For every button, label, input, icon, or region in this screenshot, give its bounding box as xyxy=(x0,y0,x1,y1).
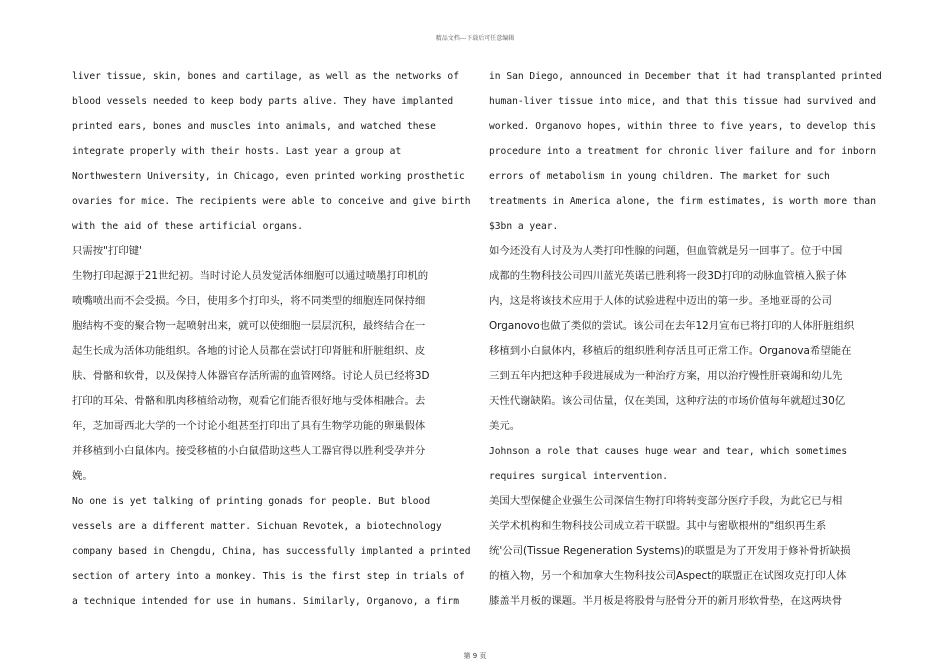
text-line: Organovo也做了类似的尝试。该公司在去年12月宣布已将打印的人体肝脏组织 xyxy=(489,320,855,332)
text-line: No one is yet talking of printing gonads for people. But blood xyxy=(72,496,431,507)
text-line: 只需按"打印键' xyxy=(72,245,142,257)
text-line: 肤、骨骼和软骨，以及保持人体器官存活所需的血管网络。讨论人员已经将3D xyxy=(72,370,430,382)
text-line: treatments in America alone, the firm estimates, is worth more than xyxy=(489,196,876,207)
text-line: 喷嘴喷出而不会受损。今日，使用多个打印头，将不同类型的细胞连同保持细 xyxy=(72,295,426,307)
text-line: 三到五年内把这种手段进展成为一种治疗方案，用以治疗慢性肝衰竭和幼儿先 xyxy=(489,370,843,382)
text-line: worked. Organovo hopes, within three to five years, to develop this xyxy=(489,121,876,132)
text-line: Northwestern University, in Chicago, even printed working prosthetic xyxy=(72,171,465,182)
text-line: integrate properly with their hosts. Last year a group at xyxy=(72,146,402,157)
text-line: vessels are a different matter. Sichuan Revotek, a biotechnology xyxy=(72,521,442,532)
text-line: 并移植到小白鼠体内。接受移植的小白鼠借助这些人工器官得以胜利受孕并分 xyxy=(72,445,426,457)
text-line: procedure into a treatment for chronic liver failure and for inborn xyxy=(489,146,876,157)
text-line: 的植入物，另一个和加拿大生物科技公司Aspect的联盟正在试图攻克打印人体 xyxy=(489,570,847,582)
text-line: 如今还没有人讨及为人类打印性腺的问题，但血管就是另一回事了。位于中国 xyxy=(489,245,843,257)
left-column xyxy=(72,64,471,614)
text-line: blood vessels needed to keep body parts alive. They have implanted xyxy=(72,96,454,107)
text-line: printed ears, bones and muscles into animals, and watched these xyxy=(72,121,436,132)
text-line: ovaries for mice. The recipients were able to conceive and give birth xyxy=(72,196,471,207)
text-line: 移植到小白鼠体内，移植后的组织胜利存活且可正常工作。Organova希望能在 xyxy=(489,345,852,357)
text-line: Johnson a role that causes huge wear and tear, which sometimes xyxy=(489,446,848,457)
page-header: 精品文档---下载后可任意编辑 xyxy=(435,35,515,42)
text-line: human-liver tissue into mice, and that this tissue had survived and xyxy=(489,96,876,107)
text-line: 内，这是将该技术应用于人体的试验进程中迈出的第一步。圣地亚哥的公司 xyxy=(489,295,832,307)
text-line: 膝盖半月板的课题。半月板是将股骨与胫骨分开的新月形软骨垫，在这两块骨 xyxy=(489,595,843,607)
text-line: liver tissue, skin, bones and cartilage, as well as the networks of xyxy=(72,71,459,82)
text-line: 胞结构不变的聚合物一起喷射出来，就可以使细胞一层层沉积，最终结合在一 xyxy=(72,320,426,332)
text-line: 美元。 xyxy=(489,420,521,432)
text-line: 统'公司(Tissue Regeneration Systems)的联盟是为了开发用于修补骨折缺损 xyxy=(489,545,851,557)
text-line: 打印的耳朵、骨骼和肌肉移植给动物，观看它们能否很好地与受体相融合。去 xyxy=(72,395,426,407)
text-line: section of artery into a monkey. This is the first step in trials of xyxy=(72,571,465,582)
text-line: 起生长成为活体功能组织。各地的讨论人员都在尝试打印肾脏和肝脏组织、皮 xyxy=(72,345,426,357)
text-line: 娩。 xyxy=(72,470,93,482)
text-line: 天性代谢缺陷。该公司估量，仅在美国，这种疗法的市场价值每年就超过30亿 xyxy=(489,395,846,407)
text-line: 美国大型保健企业强生公司深信生物打印将转变部分医疗手段，为此它已与相 xyxy=(489,495,843,507)
text-line: 关学术机构和生物科技公司成立若干联盟。其中与密歇根州的"组织再生系 xyxy=(489,520,827,532)
text-line: 生物打印起源于21世纪初。当时讨论人员发觉活体细胞可以通过喷墨打印机的 xyxy=(72,270,429,282)
text-line: $3bn a year. xyxy=(489,221,559,232)
text-line: in San Diego, announced in December that it had transplanted printed xyxy=(489,71,882,82)
text-line: errors of metabolism in young children. The market for such xyxy=(489,171,830,182)
text-line: 成都的生物科技公司四川蓝光英诺已胜利将一段3D打印的动脉血管植入猴子体 xyxy=(489,270,847,282)
text-line: company based in Chengdu, China, has successfully implanted a printed xyxy=(72,546,471,557)
text-line: 年，芝加哥西北大学的一个讨论小组甚至打印出了具有生物学功能的卵巢假体 xyxy=(72,420,426,432)
text-line: a technique intended for use in humans. Similarly, Organovo, a firm xyxy=(72,596,459,607)
page-number: 第 9 页 xyxy=(463,652,487,660)
text-line: requires surgical intervention. xyxy=(489,471,669,482)
text-line: with the aid of these artificial organs. xyxy=(72,221,304,232)
right-column xyxy=(489,64,882,614)
